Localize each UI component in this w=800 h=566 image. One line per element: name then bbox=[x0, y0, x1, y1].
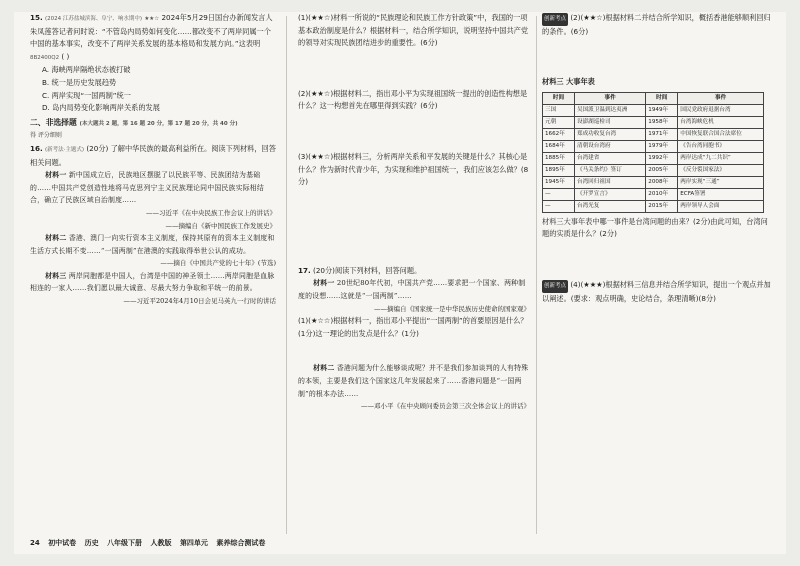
column-left bbox=[30, 12, 276, 308]
innovation-badge: 创新考点 bbox=[542, 13, 568, 26]
cell-time: 1971年 bbox=[646, 128, 678, 140]
q17-subquestion-1: (1)(★☆☆)根据材料一，指出邓小平提出“一国两制”的首要原因是什么？(1分)这一理论的出发点是什么？(1分) bbox=[298, 316, 528, 338]
material-2 bbox=[298, 362, 530, 400]
question-stem: 2024年5月29日国台办新闻发言人朱凤莲答记者问时说：“不管岛内局势如何变化……都改变不了两岸同属一个中国的基本事实，改变不了两岸关系发展的基本格局和发展方向。”这表明 bbox=[30, 13, 273, 49]
material-source: ——摘编自《新中国民族工作发展史》 bbox=[165, 221, 276, 230]
question-number: 16. bbox=[30, 143, 43, 153]
material-text: 香港、澳门一向实行资本主义制度，保持其原有的资本主义制度和生活方式长期不变……“一国两制”在港澳的实践取得举世公认的成功。 bbox=[30, 234, 275, 255]
question-number: 15. bbox=[30, 13, 43, 22]
cell-time: 三国 bbox=[543, 104, 575, 116]
table-row bbox=[543, 176, 764, 188]
series-name: 初中试卷 bbox=[48, 539, 77, 547]
material-text: 新中国成立后，民族地区摆脱了以民族平等、民族团结为基础的……中国共产党创造性地将马克思列宁主义民族理论同中国民族实际相结合，确立了民族区域自治制度…… bbox=[30, 171, 264, 205]
q16-subquestion-1: (1)(★★☆)材料一所说的“民族理论和民族工作方针政策”中，我国的一项基本政治制度是什么？根据材料一，结合所学知识，说明坚持中国共产党的领导对实现民族团结进步的重要性。(6分) bbox=[298, 13, 529, 48]
material-3 bbox=[30, 270, 276, 295]
column-middle bbox=[298, 12, 530, 413]
test-name: 素养综合测试卷 bbox=[216, 539, 266, 547]
material-source: ——习近平《在中央民族工作会议上的讲话》 bbox=[146, 208, 276, 217]
column-divider bbox=[286, 16, 287, 534]
cell-event: 台湾光复 bbox=[574, 200, 645, 212]
table-row bbox=[543, 152, 764, 164]
cell-time: 2008年 bbox=[646, 176, 678, 188]
edition: 人教版 bbox=[150, 539, 172, 547]
material-text: 20世纪80年代初，中国共产党……要求把一个国家、两种制度的设想……这就是“一国两制”…… bbox=[298, 279, 526, 300]
cell-event: 两岸实现“三通” bbox=[678, 176, 764, 188]
grade: 八年级下册 bbox=[107, 539, 143, 547]
unit: 第四单元 bbox=[179, 539, 208, 547]
cell-time: 1979年 bbox=[646, 140, 678, 152]
material-text: 两岸同胞都是中国人，台湾是中国的神圣领土……两岸同胞是血脉相连的一家人……我们愿以最大诚意、尽最大努力争取和平统一的前景。 bbox=[30, 271, 275, 293]
answer-space bbox=[298, 189, 530, 227]
table-header-row bbox=[543, 92, 764, 104]
table-title: 材料三 大事年表 bbox=[542, 77, 595, 87]
section-title: 二、非选择题 bbox=[30, 117, 77, 127]
subquestion-text: (2)(★★☆)根据材料二并结合所学知识，概括香港能够顺利回归的条件。(6分) bbox=[542, 13, 771, 36]
table-row bbox=[543, 104, 764, 116]
question-17 bbox=[298, 265, 530, 278]
q16-subquestion-2: (2)(★★☆)根据材料二，指出邓小平为实现祖国统一提出的创造性构想是什么？这一构想首先在哪里得到实践？(6分) bbox=[298, 88, 528, 111]
material-1 bbox=[298, 277, 530, 302]
material-text: 香港问题为什么能够谈成呢？并不是我们参加谈判的人有特殊的本领，主要是我们这个国家这几年发展起来了……香港问题是“一国两制”的根本办法…… bbox=[298, 364, 529, 398]
header-event: 事件 bbox=[574, 92, 645, 104]
column-right bbox=[542, 12, 774, 305]
cell-time: 1945年 bbox=[543, 176, 575, 188]
score-label: 得 评分细则 bbox=[30, 132, 62, 140]
cell-time: 2005年 bbox=[646, 164, 678, 176]
material-label: 材料二 bbox=[313, 364, 335, 373]
cell-event: 《反分裂国家法》 bbox=[678, 164, 764, 176]
material-label: 材料一 bbox=[45, 171, 67, 180]
cell-event: 设澎湖巡检司 bbox=[574, 116, 645, 128]
cell-time: 1885年 bbox=[543, 152, 575, 164]
cell-time: 1949年 bbox=[646, 104, 678, 116]
subject: 历史 bbox=[84, 539, 99, 547]
cell-event: 国民党政府退据台湾 bbox=[678, 104, 764, 116]
cell-event: 台湾海峡危机 bbox=[678, 116, 764, 128]
option-d: D. 岛内局势变化影响两岸关系的发展 bbox=[42, 103, 160, 113]
cell-event: 清朝设台湾府 bbox=[574, 140, 645, 152]
question-16 bbox=[30, 143, 276, 169]
material-source: ——习近平2024年4月10日会见马英九一行时的讲话 bbox=[123, 297, 276, 306]
question-15 bbox=[30, 12, 276, 64]
cell-event: 两岸达成“九二共识” bbox=[678, 152, 764, 164]
cell-time: 1992年 bbox=[646, 152, 678, 164]
question-source: (2024 江苏盐城滨海、阜宁、响水期中) bbox=[45, 16, 143, 22]
question-number: 17. bbox=[298, 265, 311, 275]
innovation-badge: 创新考点 bbox=[542, 280, 568, 293]
cell-time: 2015年 bbox=[646, 200, 678, 212]
table-row bbox=[543, 140, 764, 152]
cell-time: 1895年 bbox=[543, 164, 575, 176]
table-row bbox=[543, 116, 764, 128]
question-stem: (20分) 了解中华民族的最高利益所在。阅读下列材料，回答相关问题。 bbox=[30, 143, 276, 167]
difficulty-stars: ★★☆ bbox=[144, 16, 160, 22]
page-footer bbox=[30, 538, 271, 548]
q17-subquestion-2 bbox=[542, 12, 774, 38]
option-c: C. 两岸实现“一国两制”统一 bbox=[42, 90, 131, 100]
cell-time: 1662年 bbox=[543, 128, 575, 140]
material-label: 材料三 bbox=[45, 271, 67, 280]
material-source: ——摘编自《国家统一是中华民族历史使命的国家观》 bbox=[374, 304, 530, 313]
cell-event: 台湾建省 bbox=[574, 152, 645, 164]
material-label: 材料二 bbox=[45, 234, 67, 243]
material-source: ——摘自《中国共产党的七十年》(节选) bbox=[160, 259, 276, 268]
page-number: 24 bbox=[30, 539, 40, 547]
exam-sheet bbox=[14, 12, 786, 554]
q16-subquestion-3: (3)(★★☆)根据材料三，分析两岸关系和平发展的关键是什么？其核心是什么？作为新时代青少年，为实现和维护祖国统一，我们应该怎么做？(8分) bbox=[298, 151, 529, 187]
option-a: A. 海峡两岸隔绝状态被打破 bbox=[42, 65, 131, 75]
material-source: ——邓小平《在中央顾问委员会第三次全体会议上的讲话》 bbox=[361, 402, 530, 411]
cell-event: ECFA签署 bbox=[678, 188, 764, 200]
cell-time: — bbox=[543, 200, 575, 212]
answer-space bbox=[542, 38, 774, 76]
answer-space bbox=[542, 241, 774, 279]
cell-time: 1684年 bbox=[543, 140, 575, 152]
answer-space bbox=[298, 50, 530, 88]
answer-space bbox=[298, 227, 530, 265]
table-row bbox=[543, 188, 764, 200]
cell-event: 《开罗宣言》 bbox=[574, 188, 645, 200]
material-2 bbox=[30, 232, 276, 257]
events-table bbox=[542, 92, 764, 213]
material-1 bbox=[30, 169, 276, 207]
cell-event: 《马关条约》签订 bbox=[574, 164, 645, 176]
answer-space bbox=[298, 113, 530, 151]
cell-event: 两岸领导人会面 bbox=[678, 200, 764, 212]
header-time: 时间 bbox=[543, 92, 575, 104]
cell-event: 《告台湾同胞书》 bbox=[678, 140, 764, 152]
subquestion-text: (4)(★★★)根据材料三信息并结合所学知识，提出一个观点并加以阐述。(要求：观点明确，史论结合，条理清晰)(8分) bbox=[542, 279, 771, 303]
section-desc: (本大题共 2 题，第 16 题 20 分，第 17 题 20 分，共 40 分) bbox=[79, 120, 238, 127]
table-body bbox=[543, 104, 764, 212]
cell-time: 元朝 bbox=[543, 116, 575, 128]
cell-time: 1958年 bbox=[646, 116, 678, 128]
cell-time: — bbox=[543, 188, 575, 200]
cell-event: 吴国派卫温到达夷洲 bbox=[574, 104, 645, 116]
question-stem: (20分)阅读下列材料，回答问题。 bbox=[313, 265, 422, 275]
answer-paren: ( ) bbox=[61, 51, 70, 61]
cell-event: 郑成功收复台湾 bbox=[574, 128, 645, 140]
question-tag: (新考法·主题式) bbox=[45, 146, 85, 153]
q17-subquestion-4 bbox=[542, 279, 774, 305]
cell-time: 2010年 bbox=[646, 188, 678, 200]
header-event: 事件 bbox=[678, 92, 764, 104]
option-b: B. 统一是历史发展趋势 bbox=[42, 77, 117, 87]
material-label: 材料一 bbox=[313, 279, 335, 288]
question-code: 8B2400Q2 bbox=[30, 54, 60, 61]
answer-space bbox=[298, 340, 530, 362]
table-row bbox=[543, 164, 764, 176]
q17-subquestion-3: 材料三大事年表中哪一事件是台湾问题的由来？(2分)由此可知，台湾问题的实质是什么？(2分) bbox=[542, 216, 768, 239]
cell-event: 台湾回归祖国 bbox=[574, 176, 645, 188]
header-time: 时间 bbox=[646, 92, 678, 104]
section-heading bbox=[30, 117, 276, 131]
table-row bbox=[543, 200, 764, 212]
column-divider bbox=[536, 16, 537, 534]
table-row bbox=[543, 128, 764, 140]
cell-event: 中国恢复联合国合法席位 bbox=[678, 128, 764, 140]
